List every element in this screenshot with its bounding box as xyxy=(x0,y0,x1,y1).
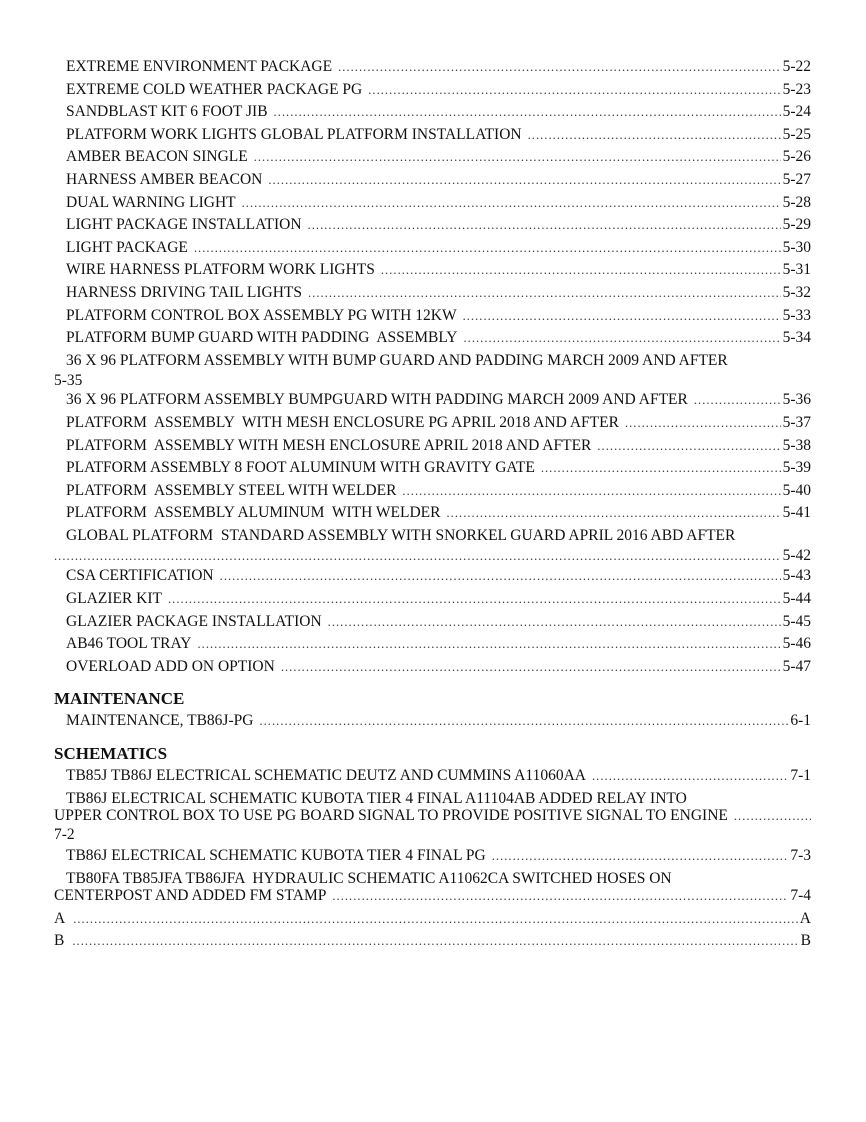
index-entry[interactable] xyxy=(54,930,811,952)
toc-entry-title: PLATFORM BUMP GUARD WITH PADDING ASSEMBLY xyxy=(66,329,458,347)
toc-entry-title-line1: TB86J ELECTRICAL SCHEMATIC KUBOTA TIER 4 FINAL A11104AB ADDED RELAY INTO xyxy=(66,789,687,807)
toc-entry[interactable] xyxy=(54,237,811,260)
toc-entry[interactable] xyxy=(54,146,811,169)
toc-entry-page: 5-37 xyxy=(782,413,811,431)
toc-entry-title: GLOBAL PLATFORM STANDARD ASSEMBLY WITH SNORKEL GUARD APRIL 2016 ABD AFTER xyxy=(66,526,736,544)
section-heading-schematics: SCHEMATICS xyxy=(54,744,168,764)
index-page: B xyxy=(800,931,811,949)
toc-entry[interactable] xyxy=(54,435,811,458)
toc-entry-page: 7-4 xyxy=(790,887,811,905)
leader-dots xyxy=(308,214,781,237)
leader-dots xyxy=(281,656,781,679)
leader-dots xyxy=(168,588,781,611)
toc-entry-title: AB46 TOOL TRAY xyxy=(66,635,192,653)
leader-dots xyxy=(73,908,798,930)
leader-dots xyxy=(734,808,811,826)
toc-entry[interactable] xyxy=(54,633,811,656)
toc-entry-title: WIRE HARNESS PLATFORM WORK LIGHTS xyxy=(66,261,375,279)
toc-entry-page: 5-25 xyxy=(782,125,811,143)
leader-dots xyxy=(274,101,781,124)
leader-dots xyxy=(463,305,781,328)
toc-entry-page: 5-46 xyxy=(782,635,811,653)
leader-dots xyxy=(242,192,781,215)
toc-entry[interactable] xyxy=(54,565,811,588)
toc-entry[interactable] xyxy=(54,611,811,634)
toc-entry-page: 5-26 xyxy=(782,148,811,166)
toc-entry-page: 5-32 xyxy=(782,283,811,301)
index-letter: A xyxy=(54,909,66,927)
leader-dots xyxy=(381,259,781,282)
leader-dots xyxy=(541,457,781,480)
toc-entry[interactable] xyxy=(54,525,811,566)
leader-dots xyxy=(332,888,788,906)
leader-dots xyxy=(402,480,780,503)
toc-entry-title: 36 X 96 PLATFORM ASSEMBLY WITH BUMP GUARD AND PADDING MARCH 2009 AND AFTER xyxy=(66,351,728,369)
toc-entry-page: 6-1 xyxy=(790,712,811,730)
toc-entry-title: MAINTENANCE, TB86J-PG xyxy=(66,712,254,730)
section-heading-maintenance: MAINTENANCE xyxy=(54,689,185,709)
toc-entry-page: 5-34 xyxy=(782,329,811,347)
toc-entry[interactable] xyxy=(54,845,811,868)
toc-entry[interactable] xyxy=(54,765,811,788)
leader-dots xyxy=(463,327,780,350)
toc-entry-title: PLATFORM CONTROL BOX ASSEMBLY PG WITH 12KW xyxy=(66,306,457,324)
toc-entry-page: 5-43 xyxy=(782,567,811,585)
toc-entry-page: 5-22 xyxy=(782,58,811,75)
table-of-contents xyxy=(54,56,811,952)
toc-entry-page: 7-1 xyxy=(790,767,811,785)
toc-entry[interactable] xyxy=(54,870,811,906)
toc-entry[interactable] xyxy=(54,350,811,390)
toc-entry-page: 5-44 xyxy=(782,590,811,608)
toc-entry[interactable] xyxy=(54,389,811,412)
toc-entry-title-line2: CENTERPOST AND ADDED FM STAMP xyxy=(54,887,327,905)
leader-dots xyxy=(220,565,781,588)
leader-dots xyxy=(194,237,781,260)
toc-entry-title: GLAZIER KIT xyxy=(66,590,162,608)
toc-entry[interactable] xyxy=(54,502,811,525)
toc-entry-title: PLATFORM ASSEMBLY ALUMINUM WITH WELDER xyxy=(66,504,441,522)
toc-entry-title: PLATFORM WORK LIGHTS GLOBAL PLATFORM INSTALLATION xyxy=(66,125,522,143)
toc-entry-page: 5-45 xyxy=(782,612,811,630)
index-letter: B xyxy=(54,931,65,949)
leader-dots xyxy=(254,146,781,169)
toc-entry-page: 5-23 xyxy=(782,80,811,98)
toc-entry-title: LIGHT PACKAGE xyxy=(66,238,188,256)
toc-entry-page: 5-35 xyxy=(54,372,83,390)
toc-entry[interactable] xyxy=(54,101,811,124)
leader-dots xyxy=(328,611,781,634)
toc-entry-page: 5-28 xyxy=(782,193,811,211)
index-page: A xyxy=(799,909,811,927)
toc-entry-title-line2: UPPER CONTROL BOX TO USE PG BOARD SIGNAL TO PROVIDE POSITIVE SIGNAL TO ENGINE xyxy=(54,807,728,825)
leader-dots xyxy=(54,548,781,565)
leader-dots xyxy=(268,169,780,192)
toc-entry-title: HARNESS AMBER BEACON xyxy=(66,170,263,188)
toc-entry-title: DUAL WARNING LIGHT xyxy=(66,193,236,211)
toc-entry-page: 5-24 xyxy=(782,103,811,121)
toc-entry[interactable] xyxy=(54,192,811,215)
toc-entry[interactable] xyxy=(54,790,811,844)
toc-entry-title: 36 X 96 PLATFORM ASSEMBLY BUMPGUARD WITH PADDING MARCH 2009 AND AFTER xyxy=(66,391,688,409)
toc-entry-title: HARNESS DRIVING TAIL LIGHTS xyxy=(66,283,302,301)
toc-entry-page: 7-2 xyxy=(54,825,75,843)
leader-dots xyxy=(528,124,781,147)
toc-entry[interactable] xyxy=(54,305,811,328)
toc-entry-title: LIGHT PACKAGE INSTALLATION xyxy=(66,216,302,234)
leader-dots xyxy=(694,389,781,412)
toc-entry[interactable] xyxy=(54,457,811,480)
toc-entry[interactable] xyxy=(54,169,811,192)
leader-dots xyxy=(447,502,781,525)
toc-entry-title: PLATFORM ASSEMBLY 8 FOOT ALUMINUM WITH GRAVITY GATE xyxy=(66,459,535,477)
toc-entry-page: 5-41 xyxy=(782,504,811,522)
index-entry[interactable] xyxy=(54,908,811,930)
toc-entry-page: 5-42 xyxy=(782,547,811,565)
toc-entry-page: 7-3 xyxy=(790,847,811,865)
toc-entry-title: EXTREME ENVIRONMENT PACKAGE xyxy=(66,58,333,75)
toc-entry[interactable] xyxy=(54,588,811,611)
toc-entry-title: AMBER BEACON SINGLE xyxy=(66,148,248,166)
toc-entry-page: 5-33 xyxy=(782,306,811,324)
leader-dots xyxy=(338,56,780,79)
toc-entry[interactable] xyxy=(54,214,811,237)
toc-entry[interactable] xyxy=(54,710,811,733)
toc-entry-title: PLATFORM ASSEMBLY WITH MESH ENCLOSURE APRIL 2018 AND AFTER xyxy=(66,436,592,454)
toc-entry-page: 5-27 xyxy=(782,170,811,188)
toc-entry[interactable] xyxy=(54,79,811,102)
toc-entry-title: PLATFORM ASSEMBLY WITH MESH ENCLOSURE PG APRIL 2018 AND AFTER xyxy=(66,413,619,431)
toc-entry-page: 5-47 xyxy=(782,657,811,675)
toc-entry[interactable] xyxy=(54,656,811,679)
toc-entry-title: GLAZIER PACKAGE INSTALLATION xyxy=(66,612,322,630)
leader-dots xyxy=(625,412,781,435)
toc-entry[interactable] xyxy=(54,259,811,282)
toc-entry-page: 5-40 xyxy=(782,481,811,499)
toc-entry-title: TB85J TB86J ELECTRICAL SCHEMATIC DEUTZ AND CUMMINS A11060AA xyxy=(66,767,586,785)
toc-entry-title: EXTREME COLD WEATHER PACKAGE PG xyxy=(66,80,363,98)
leader-dots xyxy=(308,282,781,305)
toc-entry-title: TB86J ELECTRICAL SCHEMATIC KUBOTA TIER 4 FINAL PG xyxy=(66,847,486,865)
toc-entry-title: PLATFORM ASSEMBLY STEEL WITH WELDER xyxy=(66,481,397,499)
leader-dots xyxy=(597,435,780,458)
leader-dots xyxy=(592,765,788,788)
toc-entry[interactable] xyxy=(54,480,811,503)
toc-entry[interactable] xyxy=(54,282,811,305)
leader-dots xyxy=(492,845,789,868)
leader-dots xyxy=(368,79,780,102)
toc-entry-title-line1: TB80FA TB85JFA TB86JFA HYDRAULIC SCHEMATIC A11062CA SWITCHED HOSES ON xyxy=(66,869,672,887)
toc-entry-page: 5-38 xyxy=(782,436,811,454)
toc-entry-page: 5-39 xyxy=(782,459,811,477)
toc-entry[interactable] xyxy=(54,56,811,79)
toc-entry-page: 5-31 xyxy=(782,261,811,279)
leader-dots xyxy=(72,930,798,952)
toc-entry-page: 5-30 xyxy=(782,238,811,256)
leader-dots xyxy=(197,633,780,656)
toc-entry-page: 5-29 xyxy=(782,216,811,234)
toc-entry-title: CSA CERTIFICATION xyxy=(66,567,214,585)
toc-entry-title: SANDBLAST KIT 6 FOOT JIB xyxy=(66,103,268,121)
leader-dots xyxy=(259,710,788,733)
toc-entry-title: OVERLOAD ADD ON OPTION xyxy=(66,657,275,675)
toc-entry[interactable] xyxy=(54,327,811,350)
toc-entry[interactable] xyxy=(54,412,811,435)
toc-entry[interactable] xyxy=(54,124,811,147)
toc-entry-page: 5-36 xyxy=(782,391,811,409)
